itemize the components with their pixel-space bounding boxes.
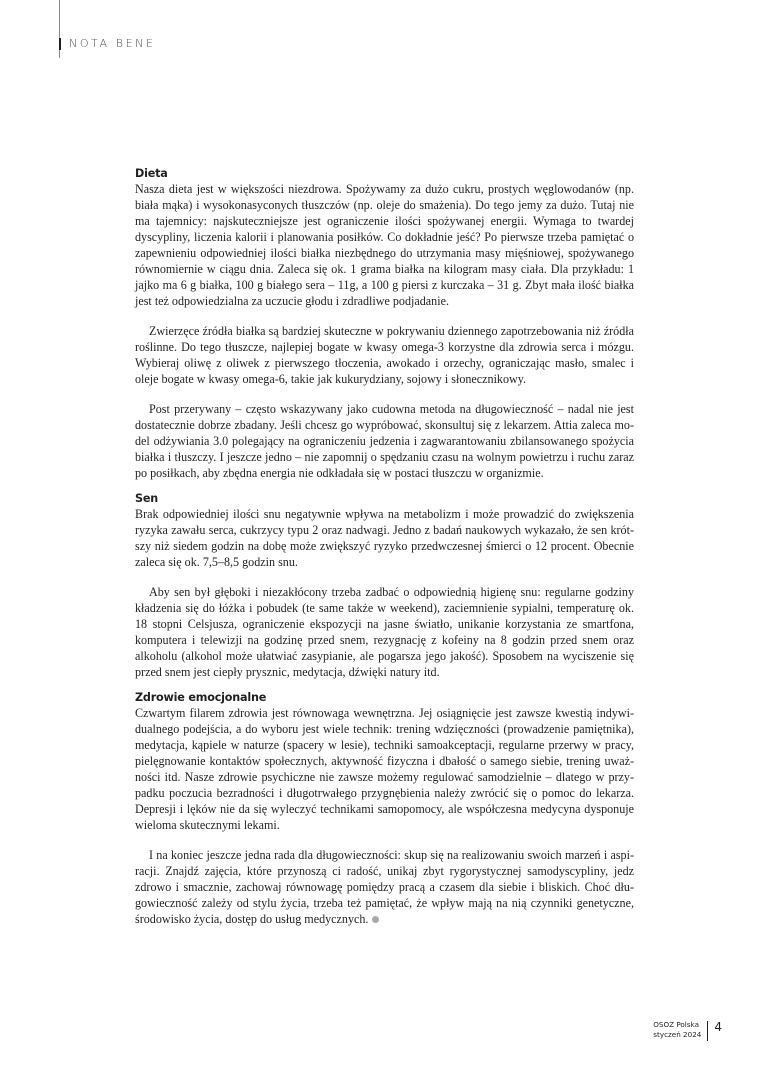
- page-number: 4: [714, 1020, 722, 1034]
- article-body: [135, 166, 634, 927]
- footer-divider: [707, 1021, 708, 1041]
- section-heading-dieta: Dieta: [135, 167, 168, 180]
- end-of-article-dot-icon: [372, 916, 379, 923]
- paragraph-final-text: I na koniec jeszcze jedna rada dla długowieczności: skup się na realizowaniu swoich marzeń i aspiracji. Znajdź zajęcia, które przynoszą ci radość, unikaj zbyt rygorystycznej samodyscypliny, jedz zdrowo i smacznie, zachowaj równowagę pomiędzy pracą a czasem dla siebie i bliskich. Choć długowieczność zależy od stylu życia, trzeba też pamiętać, że wpływ mają na nią czynniki genetyczne, środowisko życia, dostęp do usług medycznych.: [135, 848, 634, 926]
- paragraph-final: [135, 847, 634, 927]
- section-heading-zdrowie-emocjonalne: Zdrowie emocjonalne: [135, 691, 267, 704]
- footer-meta: [653, 1020, 701, 1040]
- publication-name: OSOZ Polska: [653, 1020, 699, 1029]
- section-label: NOTA BENE: [69, 37, 156, 50]
- paragraph: Czwartym filarem zdrowia jest równowaga wewnętrzna. Jej osiągnięcie jest zawsze kwestią indywidualnego podejścia, a do wyboru jest wiele technik: trening wdzięczności (prowadzenie pamiętnika), medytacja, kąpiele w naturze (spacery w lesie), techniki samoakceptacji, regularne przerwy w pracy, pielęgnowanie kontaktów społecznych, aktywność fizyczna i dbałość o samego siebie, trening uważności itd. Nasze zdrowie psychiczne nie zawsze możemy regulować samodzielnie – dlatego w przypadku poczucia bezradności i długotrwałego przygnębienia należy zwrócić się o pomoc do lekarza. Depresji i lęków nie da się wyleczyć technikami samopomocy, ale współczesna medycyna dysponuje wieloma skutecznymi lekami.: [135, 706, 634, 832]
- paragraph: Aby sen był głęboki i niezakłócony trzeba zadbać o odpowiednią higienę snu: regularne godziny kładzenia się do łóżka i pobudek (te same także w weekend), zaciemnienie sypialni, temperaturę ok. 18 stopni Celsjusza, ograniczenie ekspozycji na jasne światło, unikanie korzystania ze smartfona, komputera i telewizji na godzinę przed snem, rezygnację z kofeiny na 8 godzin przed snem oraz alkoholu (alkohol może ułatwiać zasypianie, ale pogarsza jego jakość). Sposobem na wyciszenie się przed snem jest ciepły prysznic, medytacja, dźwięki natury itd.: [135, 585, 634, 679]
- paragraph: Post przerywany – często wskazywany jako cudowna metoda na długowieczność – nadal nie jest dostatecznie dobrze zbadany. Jeśli chcesz go wypróbować, skonsultuj się z lekarzem. Attia zaleca model odżywiania 3.0 polegający na ograniczeniu jedzenia i zagwarantowaniu zbilansowanego spożycia białka i tłuszczy. I jeszcze jedno – nie zapomnij o spędzaniu czasu na wolnym powietrzu i ruchu zaraz po posiłkach, aby zbędna energia nie odkładała się w postaci tłuszczu w organizmie.: [135, 402, 634, 480]
- paragraph: Nasza dieta jest w większości niezdrowa. Spożywamy za dużo cukru, prostych węglowodanów (np. biała mąka) i wysokonasyconych tłuszczów (np. oleje do smażenia). Do tego jemy za dużo. Tutaj nie ma tajemnicy: najskuteczniejsze jest ograniczenie ilości spożywanej energii. Wymaga to twardej dyscypliny, liczenia kalorii i planowania posiłków. Co dokładnie jeść? Po pierwsze trzeba pamiętać o zapewnieniu odpowiedniej ilości białka niezbędnego do utrzymania masy mięśniowej, spożywanego równomiernie w ciągu dnia. Zaleca się ok. 1 grama białka na kilogram masy ciała. Dla przykładu: 1 jajko ma 6 g białka, 100 g białego sera – 11g, a 100 g piersi z kurczaka – 31 g. Zbyt mała ilość białka jest też odpowiedzialna za uczucie głodu i zdradliwe podjadanie.: [135, 182, 634, 308]
- paragraph: Brak odpowiedniej ilości snu negatywnie wpływa na metabolizm i może prowadzić do zwiększenia ryzyka zawału serca, cukrzycy typu 2 oraz nadwagi. Jedno z badań naukowych wykazało, że sen krótszy niż siedem godzin na dobę może zwiększyć ryzyko przedwczesnej śmierci o 12 procent. Obecnie zaleca się ok. 7,5–8,5 godzin snu.: [135, 507, 634, 569]
- section-heading-sen: Sen: [135, 492, 159, 505]
- page-footer: [653, 1020, 722, 1041]
- issue-date: styczeń 2024: [653, 1030, 702, 1039]
- paragraph: Zwierzęce źródła białka są bardziej skuteczne w pokrywaniu dziennego zapotrzebowania niż źródła roślinne. Do tego tłuszcze, najlepiej bogate w kwasy omega-3 korzystne dla zdrowia serca i mózgu. Wybieraj oliwę z oliwek z pierwszego tłoczenia, awokado i orzechy, ograniczając masło, smalec i oleje bogate w kwasy omega-6, takie jak kukurydziany, sojowy i słonecznikowy.: [135, 324, 634, 386]
- header-rule-marker: [59, 38, 61, 50]
